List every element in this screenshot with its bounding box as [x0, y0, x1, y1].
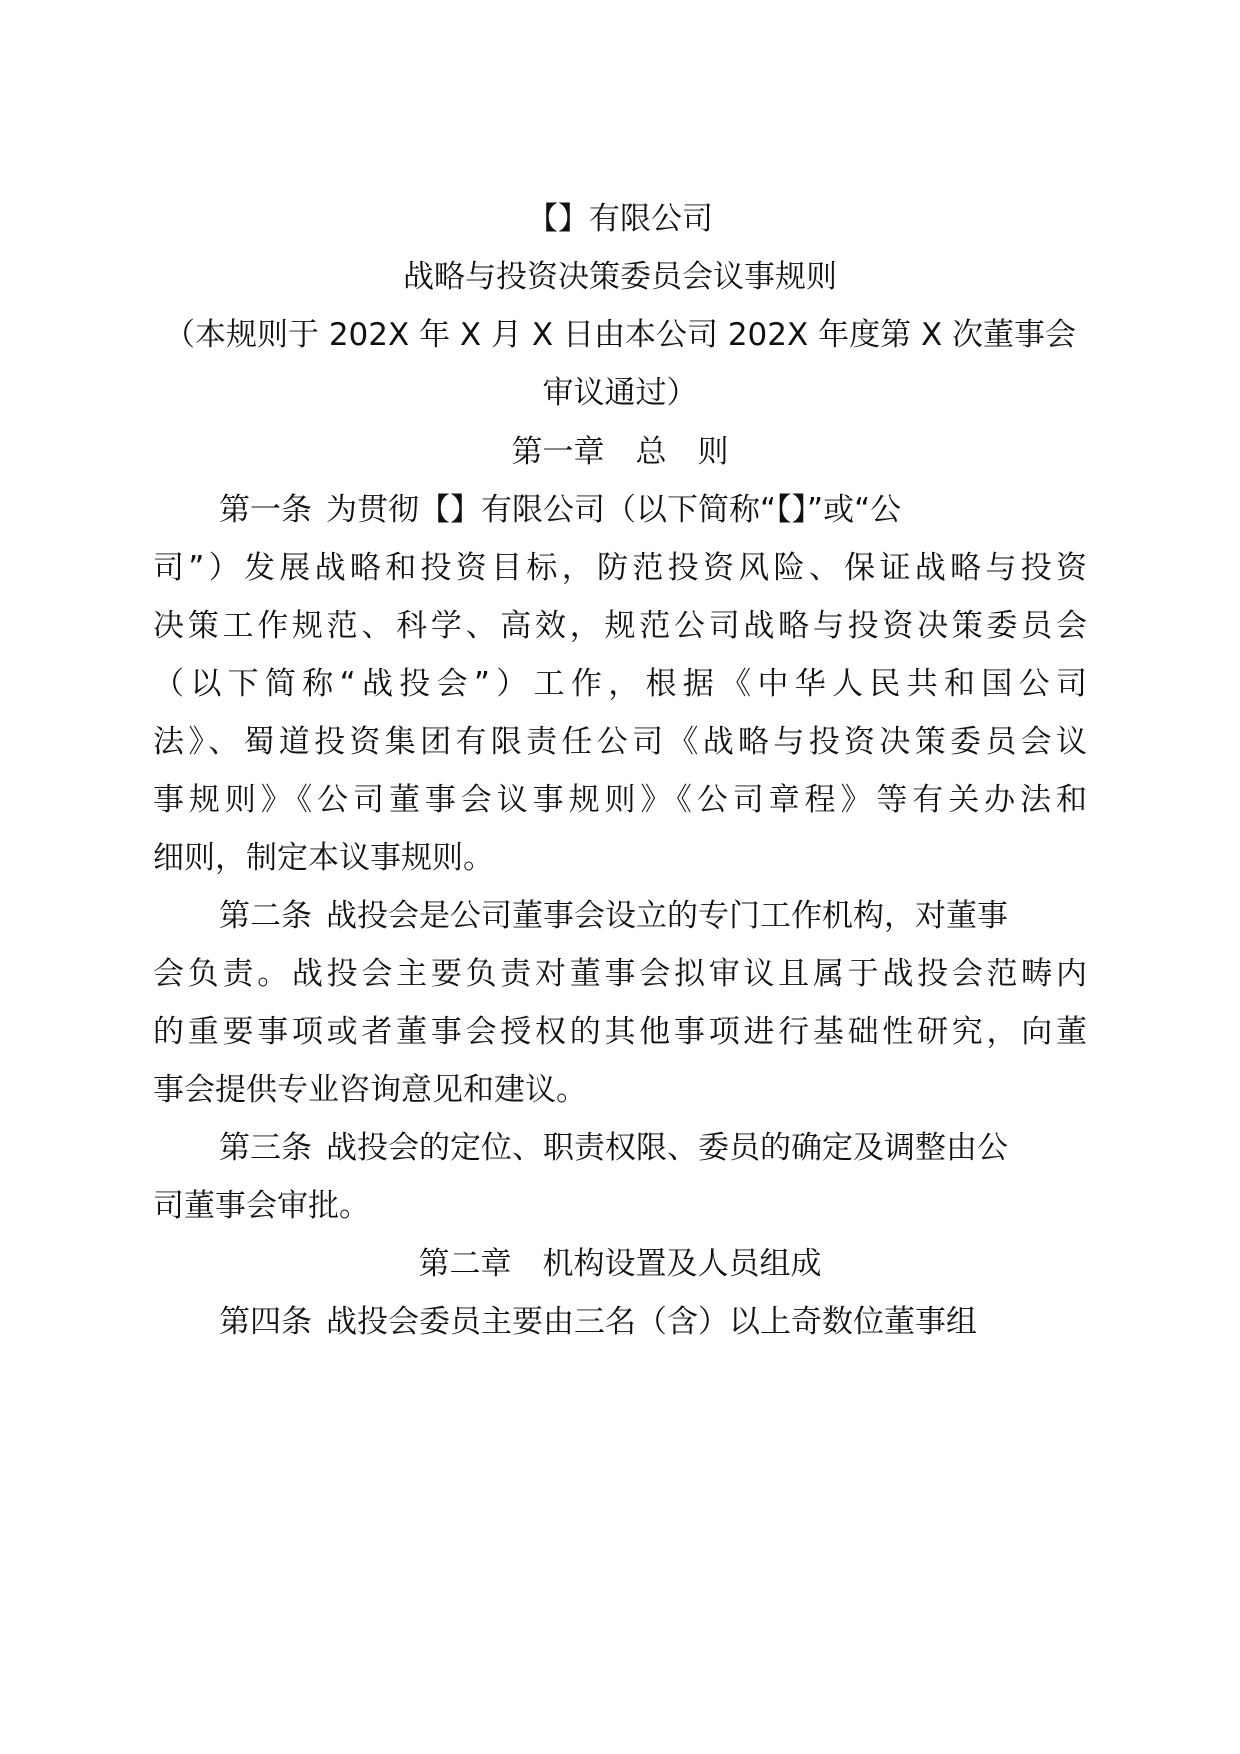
article-1-text-line: 细则，制定本议事规则。	[153, 840, 494, 876]
approval-note-line-1: （本规则于 202X 年 X 月 X 日由本公司 202X 年度第 X 次董事会	[163, 317, 1077, 353]
article-2-text-line: 事会提供专业咨询意见和建议。	[153, 1072, 587, 1108]
article-4-first-line	[153, 1300, 1087, 1344]
article-1-text-line: 司”）发展战略和投资目标，防范投资风险、保证战略与投资	[153, 550, 1087, 586]
article-3-text-line: 战投会的定位、职责权限、委员的确定及调整由公	[326, 1130, 1008, 1166]
article-2-text-line: 会负责。战投会主要负责对董事会拟审议且属于战投会范畴内	[153, 956, 1087, 992]
chapter-1-heading: 第一章 总 则	[511, 434, 729, 470]
article-3-first-line	[153, 1126, 1087, 1170]
article-1-text-line: 法》、蜀道投资集团有限责任公司《战略与投资决策委员会议	[153, 724, 1087, 760]
article-1-label: 第一条	[219, 492, 312, 528]
article-1-text-line: 为贯彻【】有限公司（以下简称“【】”或“公	[326, 492, 902, 528]
article-4-label: 第四条	[219, 1304, 312, 1340]
chapter-2-heading: 第二章 机构设置及人员组成	[418, 1246, 822, 1282]
article-1-text-line: 事规则》《公司董事会议事规则》《公司章程》等有关办法和	[153, 782, 1087, 818]
document-page	[153, 0, 1087, 1754]
article-3-label: 第三条	[219, 1130, 312, 1166]
company-name: 【】有限公司	[527, 201, 713, 237]
article-1-text-line: 决策工作规范、科学、高效，规范公司战略与投资决策委员会	[153, 608, 1087, 644]
approval-note-line-2: 审议通过）	[542, 375, 698, 411]
article-1-text-line: （以下简称“战投会”）工作，根据《中华人民共和国公司	[153, 666, 1087, 702]
article-3-text-line: 司董事会审批。	[153, 1188, 370, 1224]
article-2-text-line: 战投会是公司董事会设立的专门工作机构，对董事	[326, 898, 1008, 934]
article-4-text-line: 战投会委员主要由三名（含）以上奇数位董事组	[326, 1304, 977, 1340]
article-2-label: 第二条	[219, 898, 312, 934]
article-2-first-line	[153, 894, 1087, 938]
document-title: 战略与投资决策委员会议事规则	[403, 259, 837, 295]
article-2-text-line: 的重要事项或者董事会授权的其他事项进行基础性研究，向董	[153, 1014, 1087, 1050]
article-1-first-line	[153, 488, 1087, 532]
